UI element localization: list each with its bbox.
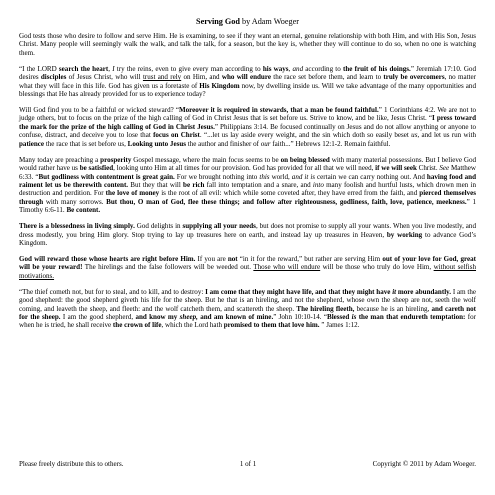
text-run: patience [19,139,45,148]
text-span: is the root of all evil: which while some coveted after, they have erred from the faith, and [159,189,420,198]
text-span: fall into temptation and a snare, and [204,180,313,189]
text-span: Gospel message, where the main focus seems to be [131,155,281,164]
text-span: Many today are preaching a [19,155,101,164]
text-span [261,140,271,148]
page-footer [19,460,476,469]
text-span: , but does not promise to supply all your wants. When you live modestly, and dress modestly, you bring Him glory. Stop trying to lay up treasures here on earth, and instead lay up treasures in Heaven, [19,222,476,239]
text-span [387,231,422,239]
text-span [224,321,320,329]
body-paragraph-4 [19,156,476,215]
text-span [439,164,449,172]
text-span: ” John 10:10-14. “ [273,313,327,322]
text-span [80,164,113,172]
text-run: the crown of life [112,321,162,330]
text-run: truly be overcomers [383,73,445,82]
text-span [183,181,204,189]
text-run: Looking unto Jesus [127,139,186,148]
footer-copyright: Copyright © 2011 by Adam Woeger. [372,460,476,468]
text-span [228,255,238,263]
text-span: will be those who truly do love Him, [320,263,434,272]
text-span: “I the LORD [19,64,59,73]
text-run: Those who will endure [253,263,321,272]
text-span: , [288,64,293,73]
text-run: supplying all your needs [182,222,256,231]
text-run: and it is [291,172,316,181]
text-span: , and let us run with [417,131,477,140]
text-span [253,263,320,271]
text-span [100,156,131,164]
text-run: pierced themselves through [19,189,476,206]
text-run: There is a blessedness in living simply. [19,222,135,231]
text-run: search the heart [58,64,109,73]
text-run: this [259,172,270,181]
body-paragraph-5 [19,222,476,247]
text-span: “in it for the reward,” but rather are serving Him [237,254,383,263]
title-bold: Serving God [196,17,240,26]
text-span [356,313,465,321]
text-span: on Him, and [181,73,222,82]
text-span [313,181,324,189]
text-span: certain we can carry nothing out. And [315,172,427,181]
text-span: of Jesus Christ, who will [66,73,143,82]
text-span: try the reins, even to give every man according to [114,64,263,73]
text-span: ” James 1:12. [319,321,360,330]
text-run: The hireling fleeth, [296,304,355,313]
text-run: the love of money [105,189,160,198]
text-span [292,173,315,181]
text-run: without selfish motivations. [19,263,477,280]
text-span: for when he is tried, he shall receive [19,313,476,330]
text-span: world, [269,172,292,181]
text-span [183,222,256,230]
text-span [281,156,330,164]
text-span [222,73,271,81]
text-run: See [439,164,450,173]
body-paragraph-3 [19,106,476,148]
text-run: Moreover it is required in stewards, that a man be found faithful. [178,105,379,114]
text-span [343,65,411,73]
text-span: according to [303,64,344,73]
text-span: The hirelings and the false followers will be weeded out. [82,263,254,272]
text-run: into [312,180,324,189]
text-run: But thou, O man of God, flee these things; and follow after righteousness, godliness, faith, love, patience, meekness. [106,197,467,206]
text-span: ” Jeremiah 17:10. God desires [19,64,476,82]
text-run: and [292,64,304,73]
text-run: us [411,131,418,140]
text-span: For we brought nothing into [174,172,260,181]
text-span [375,164,417,172]
text-run: more abundantly. [396,287,452,296]
text-span [296,305,354,313]
footer-distribute-note: Please freely distribute this to others. [19,460,124,468]
text-run: focus on Christ [153,131,200,140]
text-run: and know my [135,313,180,322]
text-span: “The thief cometh not, but for to steal, and to kill, and to destroy: [19,287,206,296]
text-run: if we will seek [375,164,417,173]
text-span: If you are [195,254,228,263]
body-paragraph-1 [19,32,476,57]
text-span [327,313,352,321]
title-byline: by Adam Woeger [239,17,299,26]
body-paragraph-6 [19,255,476,280]
text-span [19,222,135,230]
text-span [113,321,162,329]
text-span [135,313,179,321]
text-run: be rich [183,180,205,189]
text-span [128,140,186,148]
text-span: , [108,64,113,73]
body-paragraph-7 [19,288,476,330]
text-span: ” 1 Timothy 6:6-11. [19,197,476,215]
text-run: it [392,287,397,296]
text-span: Will God find you to be a faithful or wicked steward? “ [19,105,179,114]
text-run: trust and rely [142,73,182,82]
text-span [66,206,100,214]
text-run: But godliness with contentment is great gain. [38,172,175,181]
text-span [143,73,181,81]
text-run: Be content. [66,206,101,215]
text-span: with many sorrows. [43,197,107,206]
text-span: to advance God’s Kingdom. [19,230,476,248]
text-run: on being blessed [280,155,330,164]
text-span [259,173,269,181]
text-span: the race set before them, and learn to [270,73,384,82]
text-run: I press toward the mark for the prize of the high calling of God in Christ Jesus. [19,114,476,131]
text-run: and careth not for the sheep. [19,304,476,322]
document-title [19,17,476,27]
text-run: the man that endureth temptation: [356,313,466,322]
text-span: with many material possessions. But I believe God would rather have us [19,155,477,173]
text-run: I [112,64,115,73]
text-span: , looking unto Him at all times for our provision. God has provided for all that we will need, [113,164,376,173]
text-run: by working [386,230,423,239]
document-body [19,32,476,330]
text-span: I am the good shepherd, [60,313,136,322]
text-run: promised to them that love him. [223,321,320,330]
text-span [38,173,174,181]
text-span: because he is an hireling, [354,304,432,313]
text-span [199,82,239,90]
text-span: Matthew 6:33. “ [19,164,477,181]
text-span [396,288,451,296]
text-span: ” 1 Corinthians 4:2. We are not to judge others, but to focus on the prize of the high calling of God in Christ Jesus that is set before us. Strive to know, and be like, Jesus Christ. “ [19,105,476,123]
body-paragraph-2 [19,65,476,99]
text-span: ” Philippians 3:14. Be focused continually on Jesus and do not allow anything or anyone to confuse, distract, and deceive you to lose that [19,122,476,140]
text-span: I am the good shepherd: the good shepherd giveth his life for the sheep. But he that is an hireling, and not the shepherd, whose own the sheep are not, seeth the wolf coming, and leaveth the sheep, and fleeth: and the wolf catcheth them, and scattereth the sheep. [19,287,476,313]
text-run: the fruit of his doings. [343,64,411,73]
text-span [59,65,108,73]
text-span: But they that will [128,180,184,189]
text-span [19,140,44,148]
text-run: disciples [40,73,67,82]
text-span [153,131,200,139]
text-run: I am come that they might have life, and that they might have [205,287,393,296]
text-span: , no matter what they will face in this life. God has given us a foretaste of [19,73,476,90]
text-run: who will endure [221,73,271,82]
text-run: be satisfied [79,164,114,173]
text-span [198,313,273,321]
text-run: sheep, [179,313,198,322]
text-span [383,73,444,81]
text-span: Christ. [416,164,440,173]
footer-page-number: 1 of 1 [239,460,257,468]
text-run: prosperity [100,155,132,164]
text-span: many foolish and hurtful lusts, which drown men in destruction and perdition. For [19,180,476,198]
text-span [263,65,289,73]
text-span [41,73,66,81]
text-run: and am known of mine. [197,313,274,322]
text-span: God delights in [134,222,183,231]
text-span: . “...let us lay aside every weight, and the sin which doth so easily beset [199,131,412,140]
text-run: our [260,139,271,148]
text-span [293,65,304,73]
text-run: having food and raiment let us be therewith content. [19,172,476,189]
text-run: out of your love for God, great will be your reward! [19,254,476,272]
text-span [180,313,198,321]
text-span: faith...” Hebrews 12:1-2. Remain faithful. [270,139,391,148]
text-span: the race that is set before us, [44,139,128,148]
text-span [179,106,379,114]
text-span [106,198,467,206]
text-run: his ways [262,64,289,73]
text-run: God will reward those whose hearts are right before Him. [19,254,196,263]
text-run: not [227,254,238,263]
text-span: the author and finisher of [185,139,261,148]
text-span: God tests those who desire to follow and serve Him. He is examining, to see if they want an eternal, genuine relationship with both Him, and with His Son, Jesus Christ. Many people will seemingly walk the walk, and talk the talk, for a season, but the key is, whether they will continue to do so, when no one is watching them. [19,32,476,57]
text-run: Blessed [327,313,352,322]
text-span [106,189,160,197]
text-span [19,255,195,263]
text-span: , which the Lord hath [161,321,224,330]
text-run: His Kingdom [199,81,240,90]
text-span [205,288,392,296]
text-span: now, by dwelling inside us. Will we take advantage of the many opportunities and blessings that He has already provided for us to experience today? [19,81,476,99]
text-run: is [351,313,357,322]
